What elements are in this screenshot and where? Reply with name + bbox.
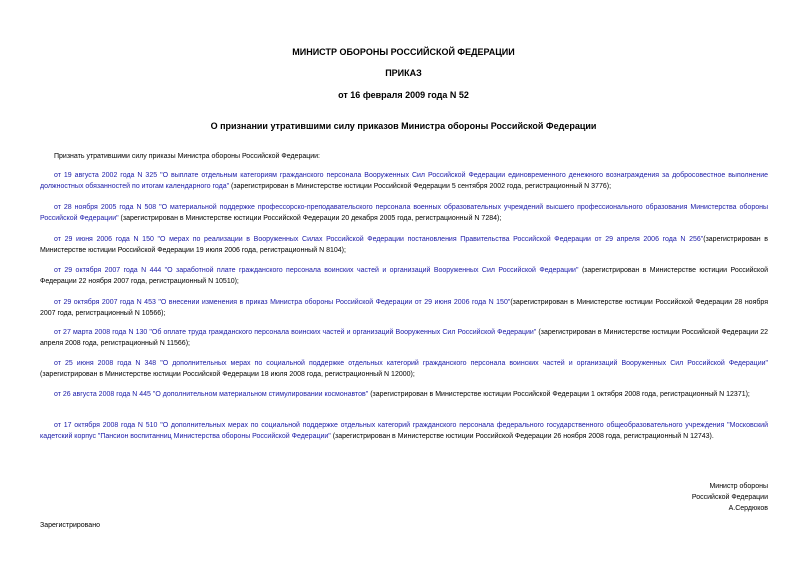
order-link[interactable]: от 29 июня 2006 года N 150 "О мерах по реализации в Вооруженных Силах Российской Федерации постановления Правительства Российской Федерации от 29 апреля 2006 года N 256" xyxy=(54,236,704,243)
order-item xyxy=(40,420,768,442)
order-registration: (зарегистрирован в Министерстве юстиции Российской Федерации 28 ноября 2007 года, регистрационный N 10566); xyxy=(40,299,768,317)
order-link[interactable]: от 25 июня 2008 года N 348 "О дополнительных мерах по социальной поддержке отдельных категорий гражданского персонала воинских частей и организаций Вооруженных Сил Российской Федерации" xyxy=(54,360,768,367)
order-link[interactable]: от 29 октября 2007 года N 453 "О внесении изменения в приказ Министра обороны Российской Федерации от 29 июня 2006 года N 150" xyxy=(54,299,511,306)
order-item xyxy=(40,297,768,319)
order-registration: (зарегистрирован в Министерстве юстиции Российской Федерации 5 сентября 2002 года, регистрационный N 3776); xyxy=(229,183,612,190)
signature-block xyxy=(692,481,768,514)
order-item xyxy=(40,358,768,380)
order-registration: (зарегистрирован в Министерстве юстиции Российской Федерации 26 ноября 2008 года, регистрационный N 12743). xyxy=(330,433,714,440)
order-registration: (зарегистрирован в Министерстве юстиции Российской Федерации 19 июля 2006 года, регистрационный N 8104); xyxy=(40,236,768,254)
order-registration: (зарегистрирован в Министерстве юстиции Российской Федерации 20 декабря 2005 года, регистрационный N 7284); xyxy=(118,215,502,222)
order-registration: (зарегистрирован в Министерстве юстиции Российской Федерации 22 апреля 2008 года, регистрационный N 11566); xyxy=(40,329,768,347)
signature-name: А.Сердюков xyxy=(728,505,768,512)
registered-label: Зарегистрировано xyxy=(40,522,100,529)
order-link[interactable]: от 17 октября 2008 года N 510 "О дополнительных мерах по социальной поддержке отдельных категорий гражданского персонала федерального государственного общеобразовательного учреждения "Московский кадетский корпус "Пансион воспитанниц Министерства обороны Российской Федерации" xyxy=(40,422,768,440)
order-link[interactable]: от 27 марта 2008 года N 130 "Об оплате труда гражданского персонала воинских частей и организаций Вооруженных Сил Российской Федерации" xyxy=(54,329,537,336)
issuer-heading: МИНИСТР ОБОРОНЫ РОССИЙСКОЙ ФЕДЕРАЦИИ xyxy=(292,47,515,57)
order-link[interactable]: от 26 августа 2008 года N 445 "О дополнительном материальном стимулировании космонавтов" xyxy=(54,391,369,398)
order-item xyxy=(40,327,768,349)
order-registration: (зарегистрирован в Министерстве юстиции Российской Федерации 22 ноября 2007 года, регистрационный N 10510); xyxy=(40,267,768,285)
order-item xyxy=(40,170,768,192)
intro-paragraph: Признать утратившими силу приказы Министра обороны Российской Федерации: xyxy=(54,153,321,160)
signature-position: Министр обороны xyxy=(709,483,768,490)
order-link[interactable]: от 28 ноября 2005 года N 508 "О материальной поддержке профессорско-преподавательского персонала военных образовательных учреждений высшего профессионального образования Министерства обороны Российской Федерации" xyxy=(40,204,768,222)
document-type-heading: ПРИКАЗ xyxy=(385,68,422,78)
order-item xyxy=(40,202,768,224)
order-link[interactable]: от 19 августа 2002 года N 325 "О выплате отдельным категориям гражданского персонала Вооруженных Сил Российской Федерации единовременного денежного вознаграждения за добросовестное выполнение должностных обязанностей по итогам календарного года" xyxy=(40,172,768,190)
document-date-number: от 16 февраля 2009 года N 52 xyxy=(338,90,469,100)
order-link[interactable]: от 29 октября 2007 года N 444 "О заработной плате гражданского персонала воинских частей и организаций Вооруженных Сил Российской Федерации" xyxy=(54,267,579,274)
order-item xyxy=(40,265,768,287)
document-title: О признании утратившими силу приказов Министра обороны Российской Федерации xyxy=(210,121,597,131)
order-registration: (зарегистрирован в Министерстве юстиции Российской Федерации 18 июля 2008 года, регистрационный N 12000); xyxy=(40,371,415,378)
order-registration: (зарегистрирован в Министерстве юстиции Российской Федерации 1 октября 2008 года, регистрационный N 12371); xyxy=(368,391,750,398)
order-item xyxy=(40,389,768,400)
order-item xyxy=(40,234,768,256)
signature-organization: Российской Федерации xyxy=(691,494,768,501)
